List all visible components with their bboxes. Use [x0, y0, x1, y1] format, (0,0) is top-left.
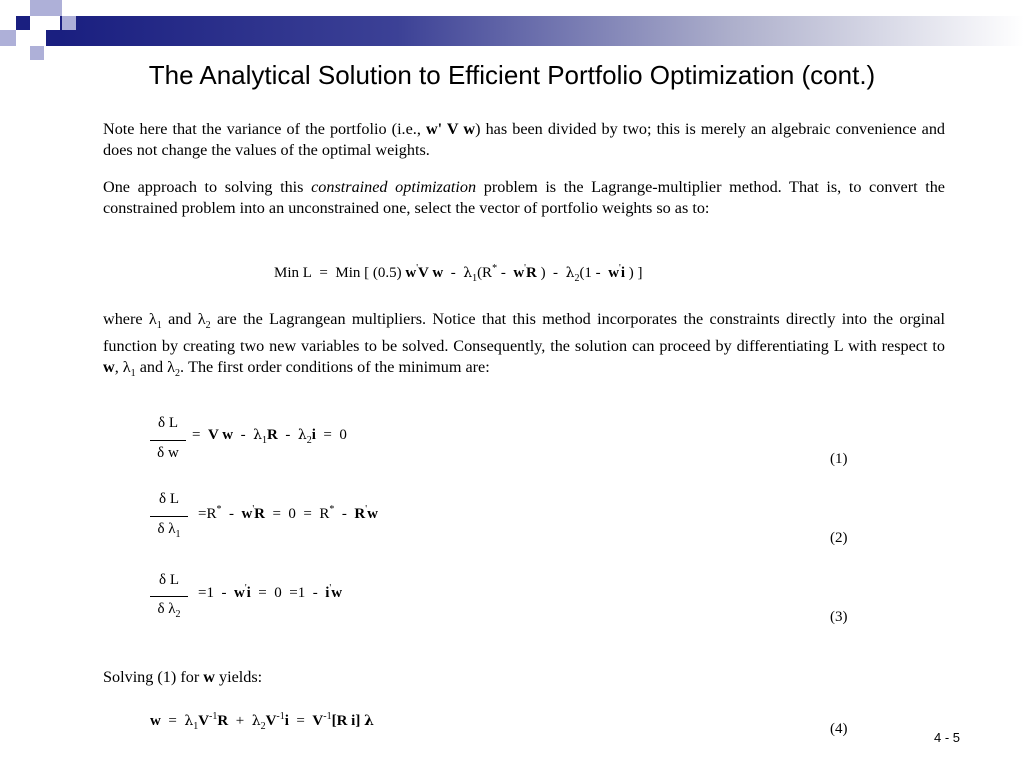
equation-number-2: (2)	[830, 530, 848, 546]
paragraph-lagrange-approach: One approach to solving this constrained optimization problem is the Lagrange-multiplier method. That is, to convert the constrained problem into an unconstrained one, select the vector of portfolio weights so as to:	[103, 178, 945, 217]
paragraph-first-order-conditions: where $\lambda_1$ and $\lambda_2$ are the Lagrangean multipliers. Notice that this method incorporates the constraints directly into the orginal function by creating two new variables to be solved. Consequently, the solution can proceed by differentiating L with respect to w, $\lambda_1$ and $\lambda_2$. The first order conditions of the minimum are:	[103, 310, 945, 380]
header-gradient-band	[60, 16, 1024, 46]
equation-number-1: (1)	[830, 451, 848, 467]
equation-number-4: (4)	[830, 721, 848, 737]
slide-title: The Analytical Solution to Efficient Portfolio Optimization (cont.)	[148, 60, 876, 90]
min-l-equation: Min L = Min [ (0.5) w'V w - $\lambda_1(R^* - w'R$ ) - $\lambda_2(1 - w'i$ ) ]	[274, 263, 643, 284]
equation-number-3: (3)	[830, 609, 848, 625]
paragraph-solving-for-w: Solving (1) for w yields:	[103, 668, 263, 686]
page-number: 4 - 5	[934, 730, 961, 745]
paragraph-variance-note: Note here that the variance of the portfolio (i.e., w' V w) has been divided by two; this is merely an algebraic convenience and does not change the values of the optimal weights.	[103, 120, 946, 159]
